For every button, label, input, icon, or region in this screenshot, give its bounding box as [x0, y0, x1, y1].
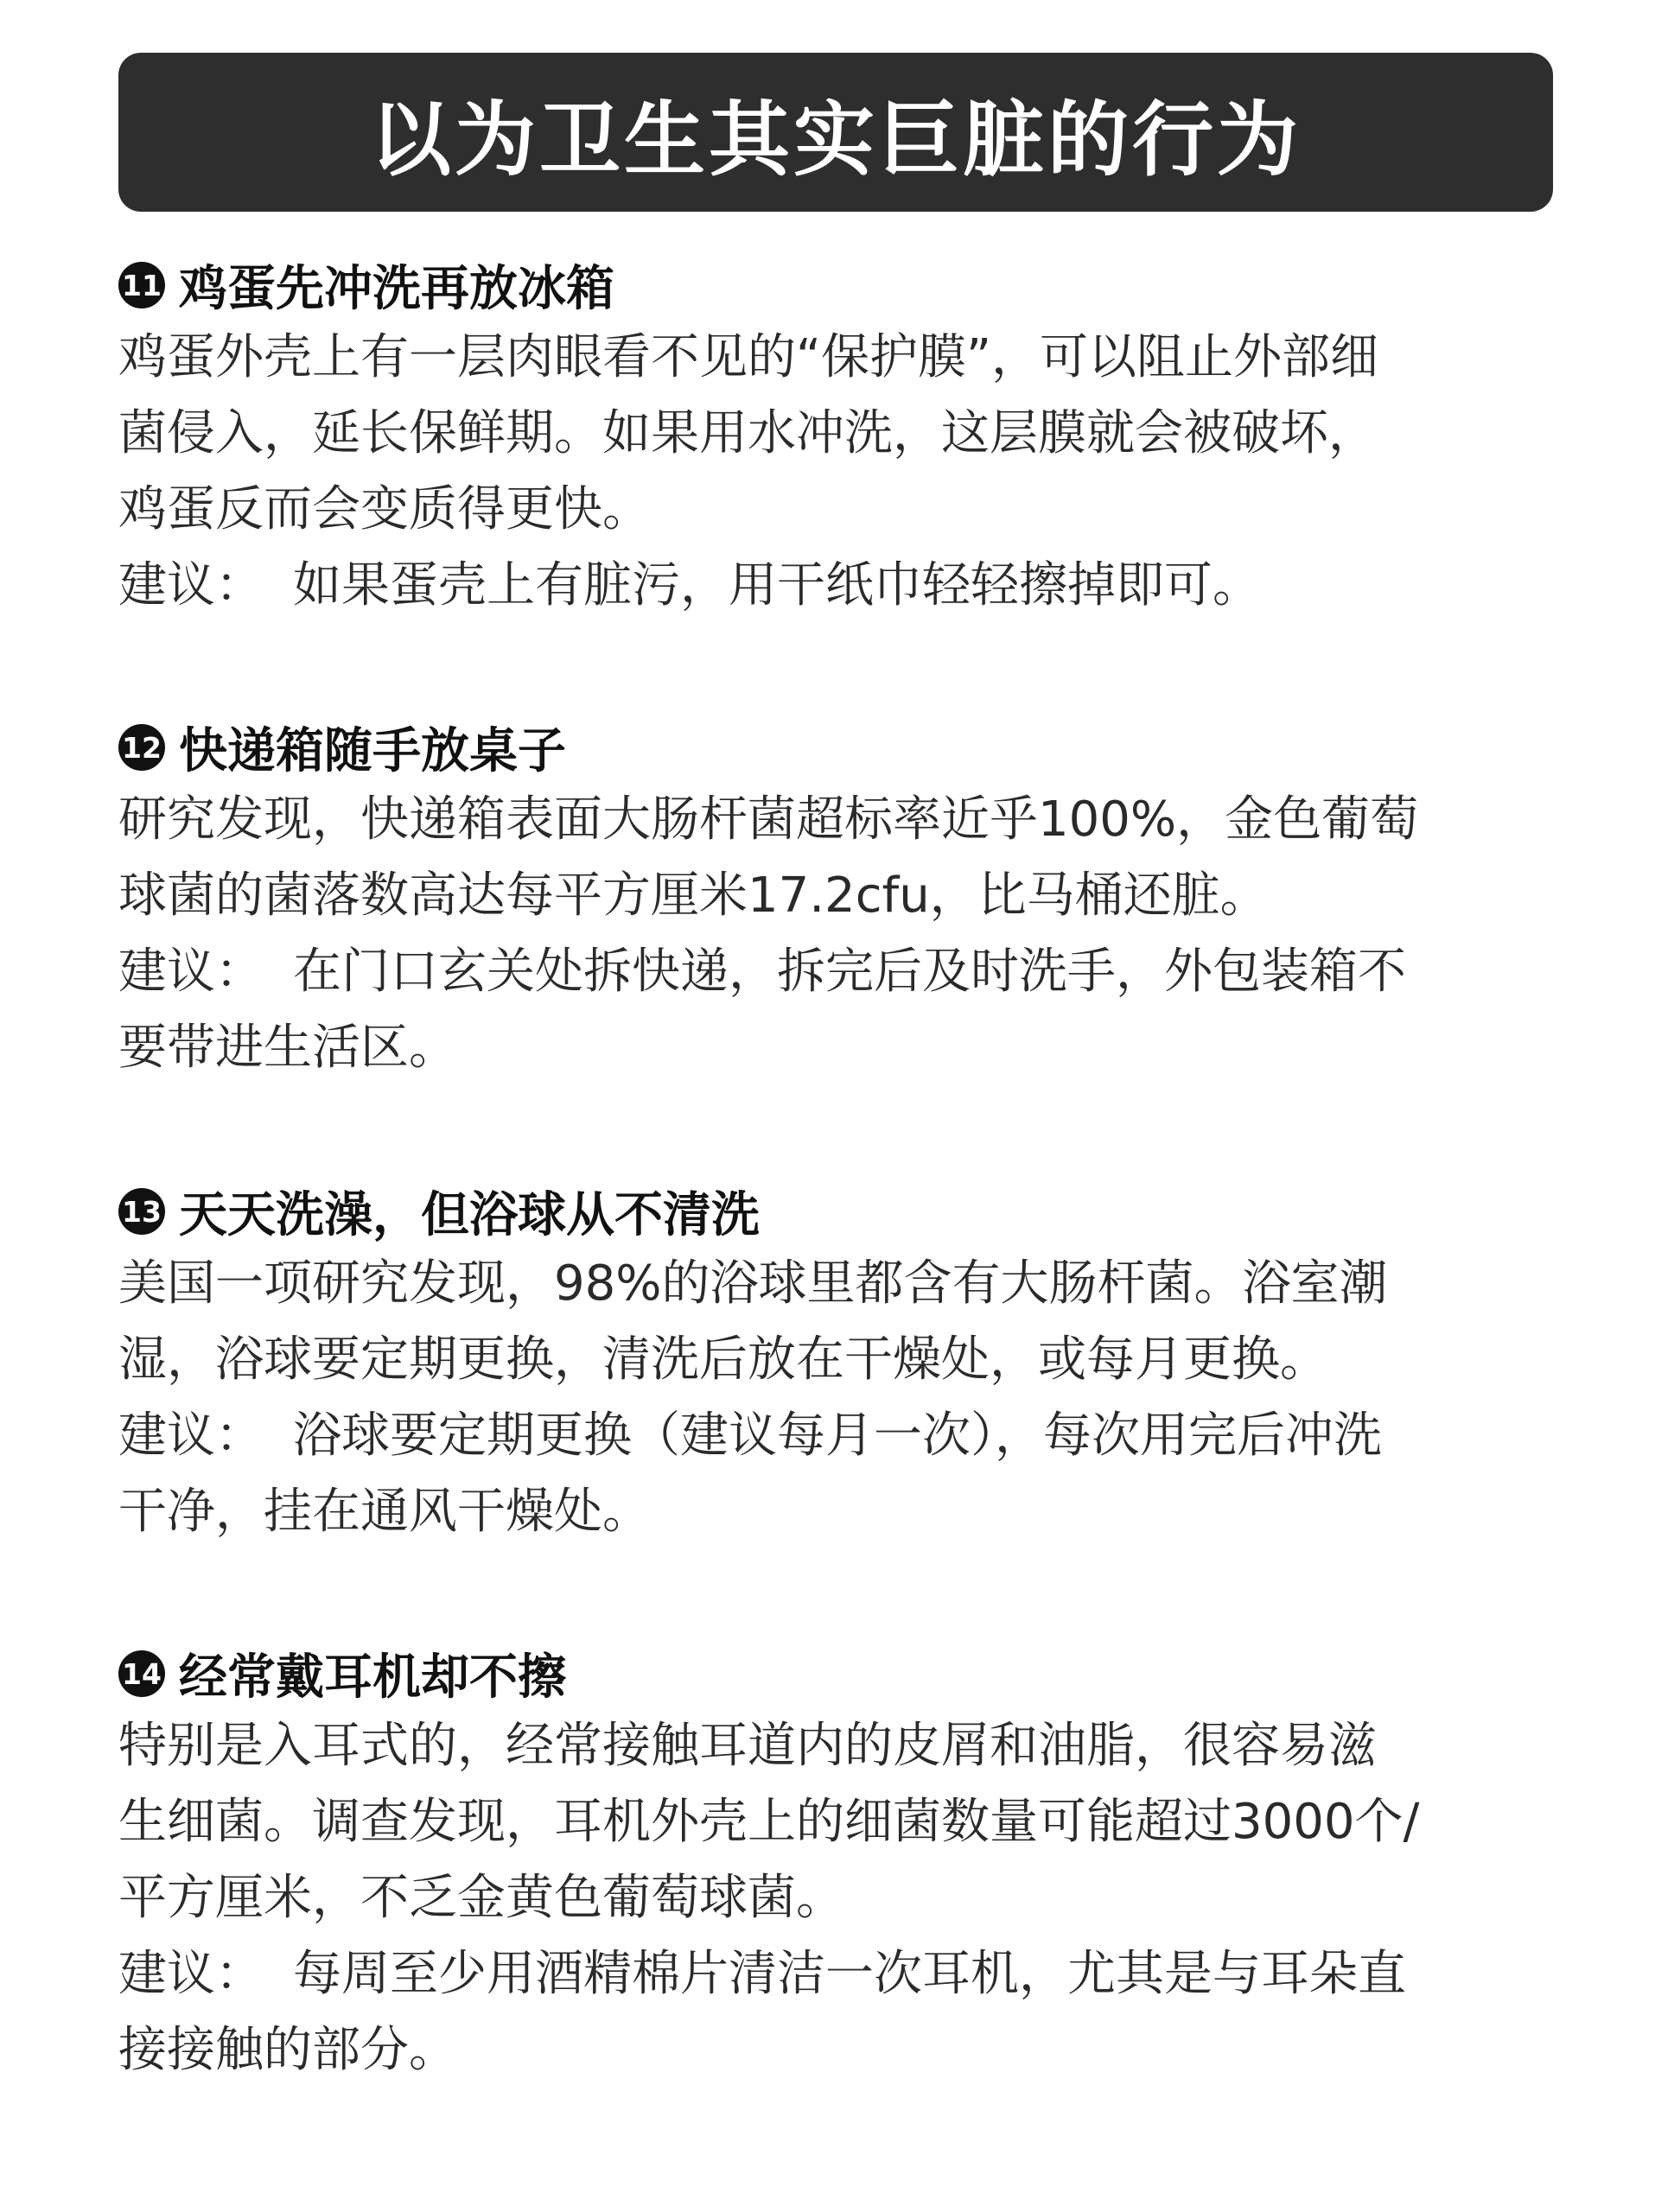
tip-title: 快递箱随手放桌子 [179, 723, 566, 779]
tip-heading [118, 713, 1588, 782]
body-line: 球菌的菌落数高达每平方厘米17.2cfu，比马桶还脏。 [118, 868, 1269, 924]
advice-line [118, 1398, 1588, 1474]
circled-number-badge: 12 [118, 724, 165, 771]
tip-title: 经常戴耳机却不擦 [179, 1649, 566, 1706]
body-line: 鸡蛋外壳上有一层肉眼看不见的“保护膜”，可以阻止外部细 [118, 329, 1379, 385]
tip-section [118, 1639, 1588, 2088]
tip-section [118, 1177, 1588, 1550]
advice-label: 建议： [118, 557, 264, 613]
body-line: 鸡蛋反而会变质得更快。 [118, 481, 651, 537]
body-line: 生细菌。调查发现，耳机外壳上的细菌数量可能超过3000个/ [118, 1794, 1420, 1850]
tip-title: 鸡蛋先冲洗再放冰箱 [179, 261, 614, 317]
tip-heading [118, 251, 1588, 320]
advice-label: 建议： [118, 1946, 264, 2002]
tip-section [118, 251, 1588, 624]
advice-continuation: 要带进生活区。 [118, 1020, 457, 1076]
body-line: 美国一项研究发现，98%的浴球里都含有大肠杆菌。浴室潮 [118, 1255, 1388, 1312]
body-line: 菌侵入，延长保鲜期。如果用水冲洗，这层膜就会被破坏， [118, 405, 1377, 461]
advice-continuation: 干净，挂在通风干燥处。 [118, 1484, 651, 1540]
page-title: 以为卫生其实巨脏的行为 [369, 92, 1302, 188]
circled-number-badge: 11 [118, 262, 165, 308]
body-line: 平方厘米，不乏金黄色葡萄球菌。 [118, 1870, 844, 1926]
advice-line [118, 548, 1588, 624]
body-line: 特别是入耳式的，经常接触耳道内的皮屑和油脂，很容易滋 [118, 1718, 1377, 1774]
tip-section [118, 713, 1588, 1086]
body-line: 湿，浴球要定期更换，清洗后放在干燥处，或每月更换。 [118, 1332, 1328, 1388]
advice-text: 在门口玄关处拆快递，拆完后及时洗手，外包装箱不 [293, 944, 1406, 1000]
circled-number-badge: 13 [118, 1188, 165, 1235]
body-line: 研究发现，快递箱表面大肠杆菌超标率近乎100%，金色葡萄 [118, 791, 1419, 848]
advice-text: 每周至少用酒精棉片清洁一次耳机，尤其是与耳朵直 [293, 1946, 1406, 2002]
advice-text: 如果蛋壳上有脏污，用干纸巾轻轻擦掉即可。 [293, 557, 1261, 613]
advice-label: 建议： [118, 1408, 264, 1464]
advice-continuation: 接接触的部分。 [118, 2022, 457, 2078]
advice-label: 建议： [118, 944, 264, 1000]
title-banner [118, 53, 1553, 212]
advice-line [118, 934, 1588, 1010]
tip-title: 天天洗澡，但浴球从不清洗 [179, 1187, 760, 1243]
advice-text: 浴球要定期更换（建议每月一次），每次用完后冲洗 [293, 1408, 1382, 1464]
tip-heading [118, 1639, 1588, 1708]
tip-heading [118, 1177, 1588, 1246]
circled-number-badge: 14 [118, 1650, 165, 1697]
advice-line [118, 1936, 1588, 2012]
